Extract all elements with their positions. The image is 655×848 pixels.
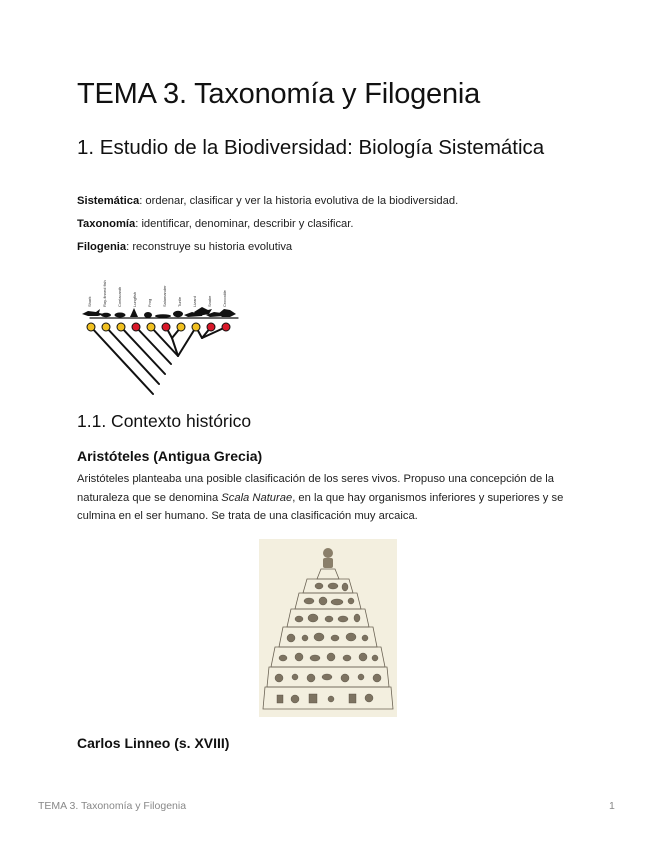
definition-term: Filogenia xyxy=(77,241,127,253)
tree-label: Lizard xyxy=(192,296,197,307)
paragraph-text: , en la que hay organismos inferiores y superiores y se culmina en el ser humano. Se trata de una clasificación muy arcaica. xyxy=(77,491,564,522)
definition-text: : ordenar, clasificar y ver la historia evolutiva de la biodiversidad. xyxy=(139,195,459,207)
definition-term: Taxonomía xyxy=(77,218,136,230)
tree-label: Salamander xyxy=(162,285,167,307)
definition-text: : identificar, denominar, describir y clasificar. xyxy=(135,218,354,230)
definition-term: Sistemática xyxy=(77,195,140,207)
subheading-aristoteles: Aristóteles (Antigua Grecia) xyxy=(77,448,263,464)
tree-label: Lungfish xyxy=(132,291,137,307)
tree-label: Turtle xyxy=(177,296,182,307)
phylogenetic-tree-image xyxy=(78,276,248,398)
section-heading-biodiversidad: 1. Estudio de la Biodiversidad: Biología Sistemática xyxy=(77,136,545,159)
tree-label: Shark xyxy=(87,296,92,307)
page-title: TEMA 3. Taxonomía y Filogenia xyxy=(77,78,481,110)
definition-sistematica xyxy=(77,195,458,207)
definition-text: : reconstruye su historia evolutiva xyxy=(126,241,293,253)
subheading-linneo: Carlos Linneo (s. XVIII) xyxy=(77,735,230,751)
tree-label: Crocodile xyxy=(222,290,227,307)
page-number: 1 xyxy=(609,800,615,812)
tree-label: Snake xyxy=(207,295,212,307)
tree-label: Coelacanth xyxy=(117,286,122,307)
footer-title: TEMA 3. Taxonomía y Filogenia xyxy=(38,800,187,812)
section-heading-contexto-historico: 1.1. Contexto histórico xyxy=(77,411,252,431)
definition-taxonomia xyxy=(77,218,353,230)
definition-filogenia xyxy=(77,241,292,253)
scala-naturae-term: Scala Naturae xyxy=(221,491,293,504)
paragraph-text: Aristóteles planteaba una posible clasificación de los seres vivos. Propuso una concepción de la naturaleza que se denomina xyxy=(77,473,554,504)
tree-label: Ray-finned fish xyxy=(102,280,107,307)
tree-label: Frog xyxy=(147,298,152,307)
paragraph-aristoteles xyxy=(77,470,582,526)
scala-naturae-image xyxy=(259,539,397,717)
